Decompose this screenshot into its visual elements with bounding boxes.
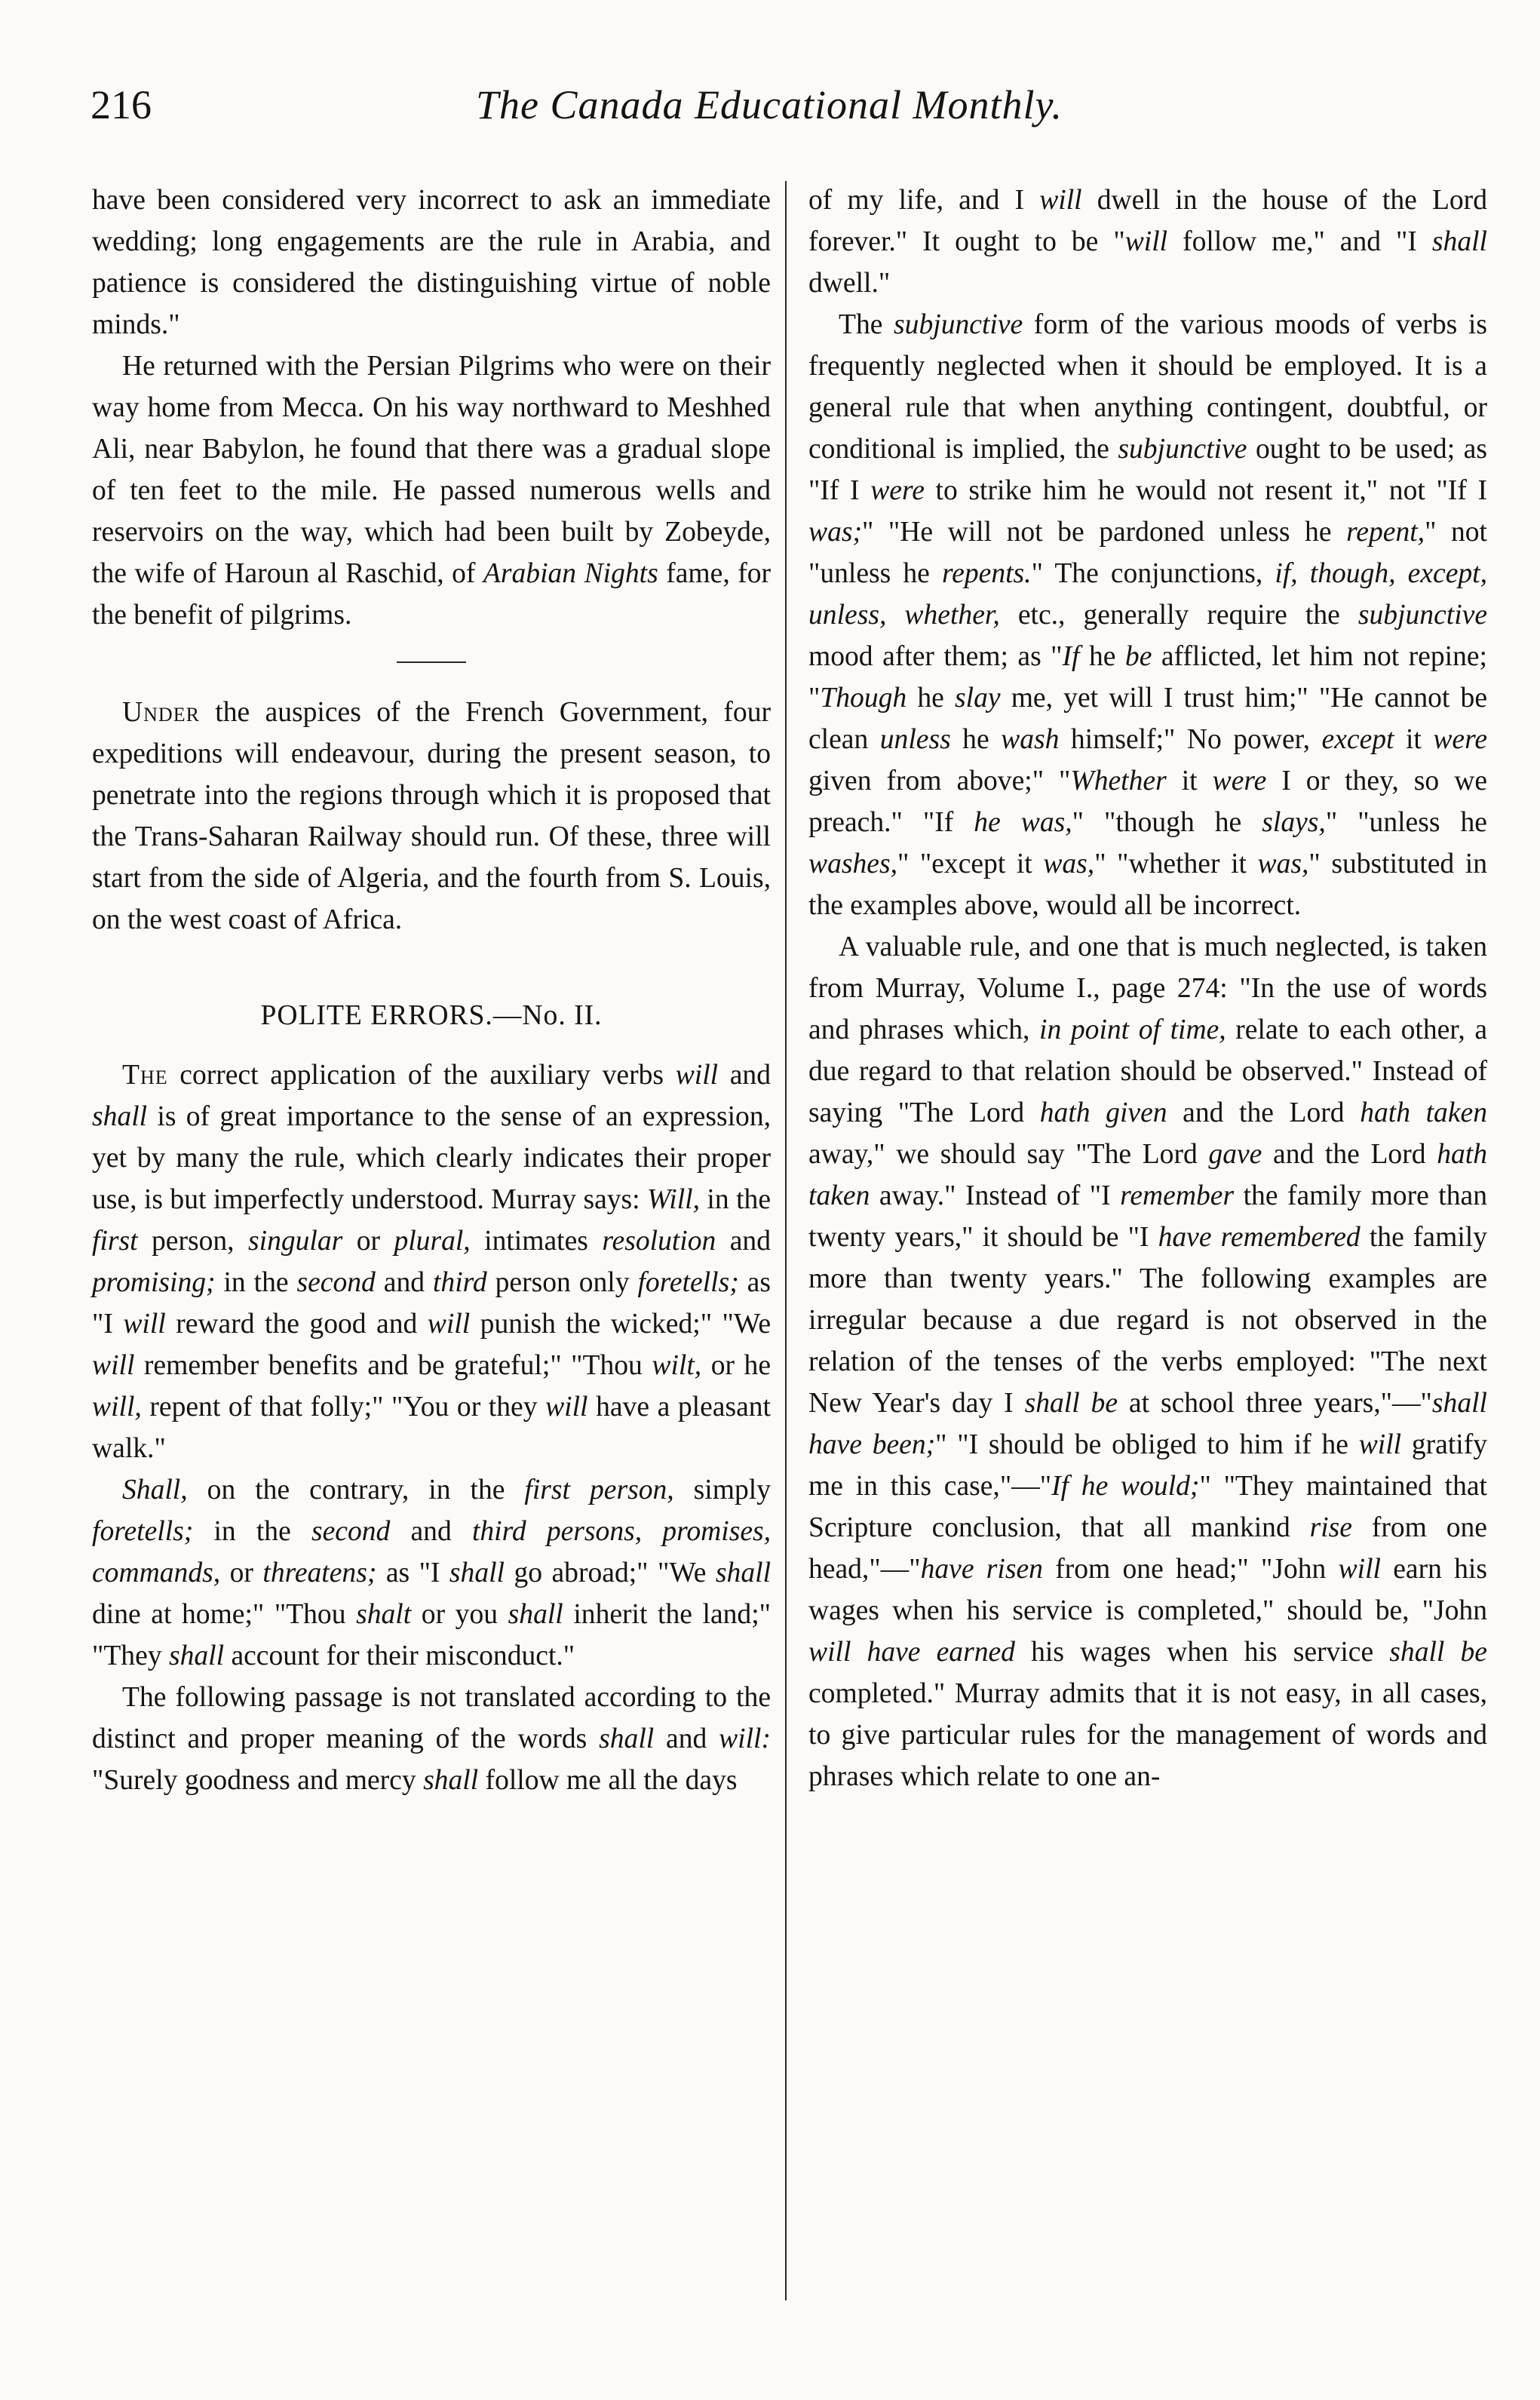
paragraph-will-shall: The correct application of the auxiliary verbs will and shall is of great importance to the sense of an expression, yet by many the rule, which clearly indicates their proper use, is but imperfectly understood. Murray says: Will, in the first person, singular or plural, intimates resolution and promising; in the second and third person only foretells; as "I will reward the good and will punish the wicked;" "We will remember benefits and be grateful;" "Thou wilt, or he will, repent of that folly;" "You or they will have a pleasant walk.": [92, 1060, 772, 1464]
section-divider: [397, 661, 466, 663]
page-number: 216: [90, 82, 152, 127]
article-heading: POLITE ERRORS.—No. II.: [260, 1000, 603, 1031]
paragraph-pilgrims: He returned with the Persian Pilgrims who were on their way home from Mecca. On his way northward to Meshhed Ali, near Babylon, he found that there was a gradual slope of ten feet to the mile. He passed numerous wells and reservoirs on the way, which had been built by Zobeyde, the wife of Haroun al Raschid, of Arabian Nights fame, for the benefit of pilgrims.: [92, 351, 772, 631]
paragraph-arabia-continued: have been considered very incorrect to ask an immediate wedding; long engagements are the rule in Arabia, and patience is considered the distinguishing virtue of noble minds.": [92, 185, 771, 340]
paragraph-shall: Shall, on the contrary, in the first person, simply foretells; in the second and third persons, promises, commands, or threatens; as "I shall go abroad;" "We shall dine at home;" "Thou shalt or you shall inherit the land;" "They shall account for their misconduct.": [92, 1475, 772, 1671]
paragraph-tenses: A valuable rule, and one that is much neglected, is taken from Murray, Volume I., page 274: "In the use of words and phrases which, in point of time, relate to each other, a due regard to that relation should be observed." Instead of saying "The Lord hath given and the Lord hath taken away," we should say "The Lord gave and the Lord hath taken away." Instead of "I remember the family more than twenty years," it should be "I have remembered the family more than twenty years." The following examples are irregular because a due regard is not observed in the relation of the tenses of the verbs employed: "The next New Year's day I shall be at school three years,"—"shall have been;" "I should be obliged to him if he will gratify me in this case,"—"If he would;" "They maintained that Scripture conclusion, that all mankind rise from one head,"—"have risen from one head;" "John will earn his wages when his service is completed," should be, "John will have earned his wages when his service shall be completed." Murray admits that it is not easy, in all cases, to give particular rules for the management of words and phrases which relate to one an-: [808, 931, 1488, 1792]
paragraph-subjunctive: The subjunctive form of the various moods of verbs is frequently neglected when it should be employed. It is a general rule that when anything contingent, doubtful, or conditional is implied, the subjunctive ought to be used; as "If I were to strike him he would not resent it," not "If I was;" "He will not be pardoned unless he repent," not "unless he repents." The conjunctions, if, though, except, unless, whether, etc., generally require the subjunctive mood after them; as "If he be afflicted, let him not repine; "Though he slay me, yet will I trust him;" "He cannot be clean unless he wash himself;" No power, except it were given from above;" "Whether it were I or they, so we preach." "If he was," "though he slays," "unless he washes," "except it was," "whether it was," substituted in the examples above, would all be incorrect.: [808, 309, 1488, 921]
journal-title: The Canada Educational Monthly.: [476, 82, 1063, 127]
paragraph-translation: The following passage is not translated according to the distinct and proper meaning of the words shall and will: "Surely goodness and mercy shall follow me all the days: [92, 1682, 772, 1796]
spacer: [92, 941, 771, 987]
right-column: [808, 180, 1487, 1797]
paragraph-translation-continued: of my life, and I will dwell in the house of the Lord forever." It ought to be "will follow me," and "I shall dwell.": [808, 185, 1487, 299]
running-header: [90, 81, 1448, 142]
column-rule: [785, 181, 787, 2300]
paragraph-trans-saharan: Under the auspices of the French Government, four expeditions will endeavour, during the present season, to penetrate into the regions through which it is proposed that the Trans-Saharan Railway should run. Of these, three will start from the side of Algeria, and the fourth from S. Louis, on the west coast of Africa.: [92, 697, 771, 935]
left-column: [92, 180, 771, 1801]
